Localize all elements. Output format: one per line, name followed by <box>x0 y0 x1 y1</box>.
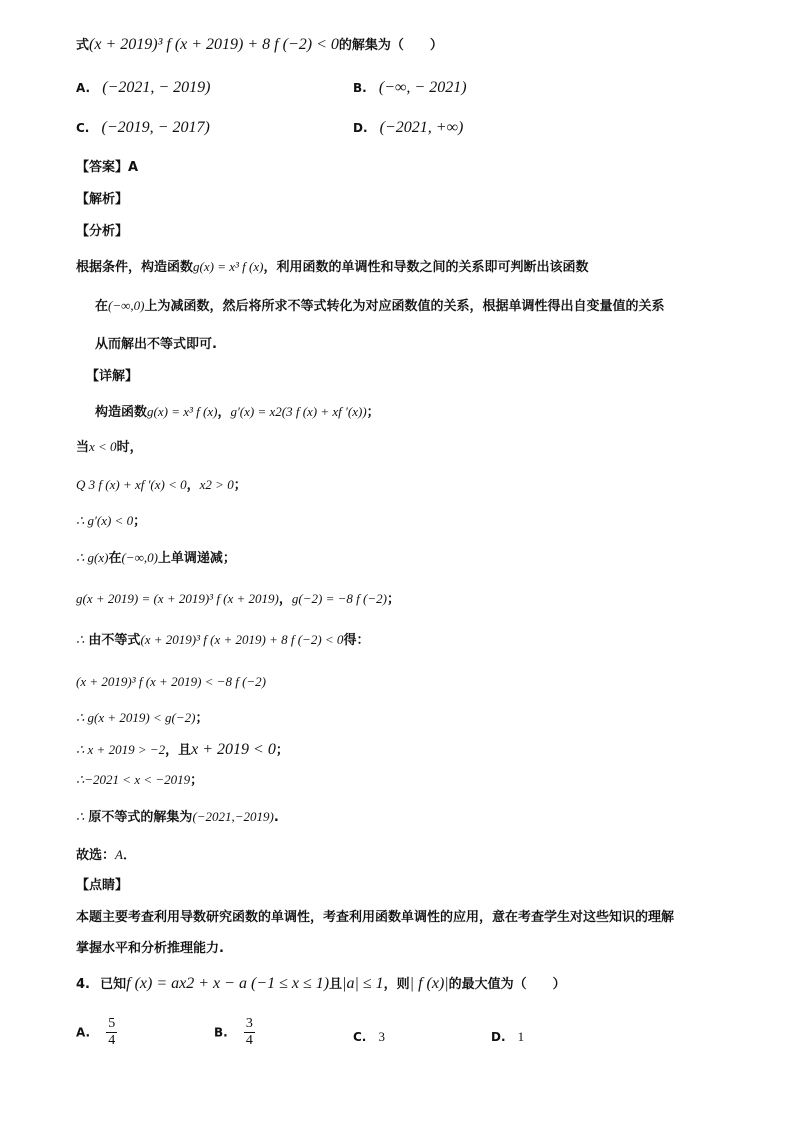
text: ； <box>366 405 380 420</box>
answer: 【答案】A <box>76 160 139 175</box>
math: ∴−2021 < x < −2019 <box>76 772 191 787</box>
q4-option-d[interactable] <box>491 1030 524 1044</box>
text: 在 <box>95 299 109 314</box>
option-label: B. <box>214 1025 228 1040</box>
option-label: B. <box>353 81 367 95</box>
text: 已知 <box>100 977 127 992</box>
text: 得： <box>343 633 370 648</box>
math: g′(x) = x2(3 f (x) + xf ′(x)) <box>230 404 367 419</box>
text: 的最大值为（ ） <box>448 977 566 992</box>
q3-stem <box>76 37 443 53</box>
option-label: C. <box>76 121 90 135</box>
text: ， <box>217 405 231 420</box>
numerator: 5 <box>106 1016 117 1033</box>
option-label: C. <box>353 1030 367 1044</box>
math: f (x) = ax2 + x − a (−1 ≤ x ≤ 1) <box>126 975 330 992</box>
math: |a| ≤ 1 <box>342 975 384 992</box>
comment-line-2: 掌握水平和分析推理能力. <box>76 941 224 956</box>
text: ，则 <box>383 977 410 992</box>
step-6 <box>76 592 400 606</box>
math: x + 2019 < 0 <box>191 741 276 758</box>
text: ，利用函数的单调性和导数之间的关系即可判断出该函数 <box>263 260 589 275</box>
text: 由不等式 <box>88 633 141 648</box>
text: ； <box>275 743 289 758</box>
text: ； <box>190 773 204 788</box>
q4-option-b[interactable] <box>214 1016 255 1049</box>
numerator: 3 <box>244 1016 255 1033</box>
text: 且 <box>329 977 343 992</box>
text: ； <box>133 514 147 529</box>
math: (−∞,0) <box>108 298 145 313</box>
step-3 <box>76 478 247 492</box>
step-7 <box>76 633 369 647</box>
q3-option-d[interactable] <box>353 120 463 136</box>
math: g(−2) = −8 f (−2) <box>291 591 387 606</box>
text: ，且 <box>165 743 192 758</box>
fraction <box>106 1016 117 1049</box>
math: ∴ g(x + 2019) < g(−2) <box>76 710 196 725</box>
math: ∴ <box>76 632 85 647</box>
math: g(x + 2019) = (x + 2019)³ f (x + 2019) <box>76 591 279 606</box>
option-value: (−∞, − 2021) <box>378 79 467 96</box>
text: 当 <box>76 440 90 455</box>
step-11 <box>76 773 203 787</box>
text: 时， <box>116 440 143 455</box>
step-1 <box>95 405 380 419</box>
option-label: A. <box>76 1025 91 1040</box>
fenxi-line-1 <box>76 260 588 274</box>
math: ∴ g′(x) < 0 <box>76 513 134 528</box>
analysis-header: 【解析】 <box>76 192 129 207</box>
fraction <box>244 1016 255 1049</box>
text: ； <box>386 592 400 607</box>
step-4 <box>76 514 146 528</box>
step-8 <box>76 675 266 689</box>
text: 原不等式的解集为 <box>88 810 193 825</box>
text: 故选： <box>76 848 116 863</box>
q3-stem-start: 式 <box>76 38 90 53</box>
text: ． <box>122 848 136 863</box>
option-label: D. <box>353 121 368 135</box>
math: (−2021,−2019) <box>192 809 274 824</box>
math: g(x) = x³ f (x) <box>147 404 218 419</box>
math: x2 > 0 <box>199 477 234 492</box>
q4-option-a[interactable] <box>76 1016 117 1049</box>
math: (x + 2019)³ f (x + 2019) < −8 f (−2) <box>76 674 266 689</box>
text: 构造函数 <box>95 405 148 420</box>
option-value: 1 <box>517 1029 525 1044</box>
option-value: (−2019, − 2017) <box>101 119 210 136</box>
option-label: D. <box>491 1030 506 1044</box>
step-9 <box>76 711 208 725</box>
text: . <box>273 810 279 825</box>
q3-option-b[interactable] <box>353 80 467 96</box>
math: | f (x)| <box>409 975 449 992</box>
option-label: A. <box>76 81 91 95</box>
denominator: 4 <box>108 1033 116 1049</box>
text: 在 <box>108 551 122 566</box>
math: ∴ <box>76 809 85 824</box>
question-number: 4. <box>76 977 90 992</box>
q4-option-c[interactable] <box>353 1030 385 1044</box>
detail-header: 【详解】 <box>86 369 139 384</box>
denominator: 4 <box>245 1033 253 1049</box>
text: ， <box>186 478 200 493</box>
option-value: (−2021, − 2019) <box>102 79 211 96</box>
fenxi-line-3: 从而解出不等式即可. <box>95 337 217 352</box>
q3-stem-math: (x + 2019)³ f (x + 2019) + 8 f (−2) < 0 <box>89 36 339 53</box>
text: ； <box>195 711 209 726</box>
comment-header: 【点睛】 <box>76 878 129 893</box>
step-12 <box>76 810 279 824</box>
fenxi-line-2 <box>95 299 664 313</box>
choice-line <box>76 848 136 862</box>
text: 根据条件，构造函数 <box>76 260 194 275</box>
q3-option-c[interactable] <box>76 120 210 136</box>
text: ； <box>233 478 247 493</box>
step-10 <box>76 742 289 758</box>
q4-stem <box>76 976 566 992</box>
math: A <box>115 847 123 862</box>
text: 上单调递减； <box>157 551 236 566</box>
option-value: (−2021, +∞) <box>379 119 464 136</box>
step-2 <box>76 440 143 454</box>
q3-stem-end: 的解集为（ ） <box>338 38 443 53</box>
math: (x + 2019)³ f (x + 2019) + 8 f (−2) < 0 <box>140 632 344 647</box>
step-5 <box>76 551 236 565</box>
option-value: 3 <box>378 1029 386 1044</box>
fenxi-header: 【分析】 <box>76 224 129 239</box>
math: (−∞,0) <box>121 550 158 565</box>
text: 上为减函数，然后将所求不等式转化为对应函数值的关系，根据单调性得出自变量值的关系 <box>144 299 665 314</box>
math: x < 0 <box>89 439 117 454</box>
comment-line-1: 本题主要考查利用导数研究函数的单调性，考查利用函数单调性的应用，意在考查学生对这些知识的理解 <box>76 910 675 925</box>
q3-option-a[interactable] <box>76 80 210 96</box>
math: g(x) = x³ f (x) <box>193 259 264 274</box>
math: Q 3 f (x) + xf ′(x) < 0 <box>76 477 187 492</box>
math: ∴ g(x) <box>76 550 109 565</box>
text: ， <box>278 592 292 607</box>
math: ∴ x + 2019 > −2 <box>76 742 166 757</box>
